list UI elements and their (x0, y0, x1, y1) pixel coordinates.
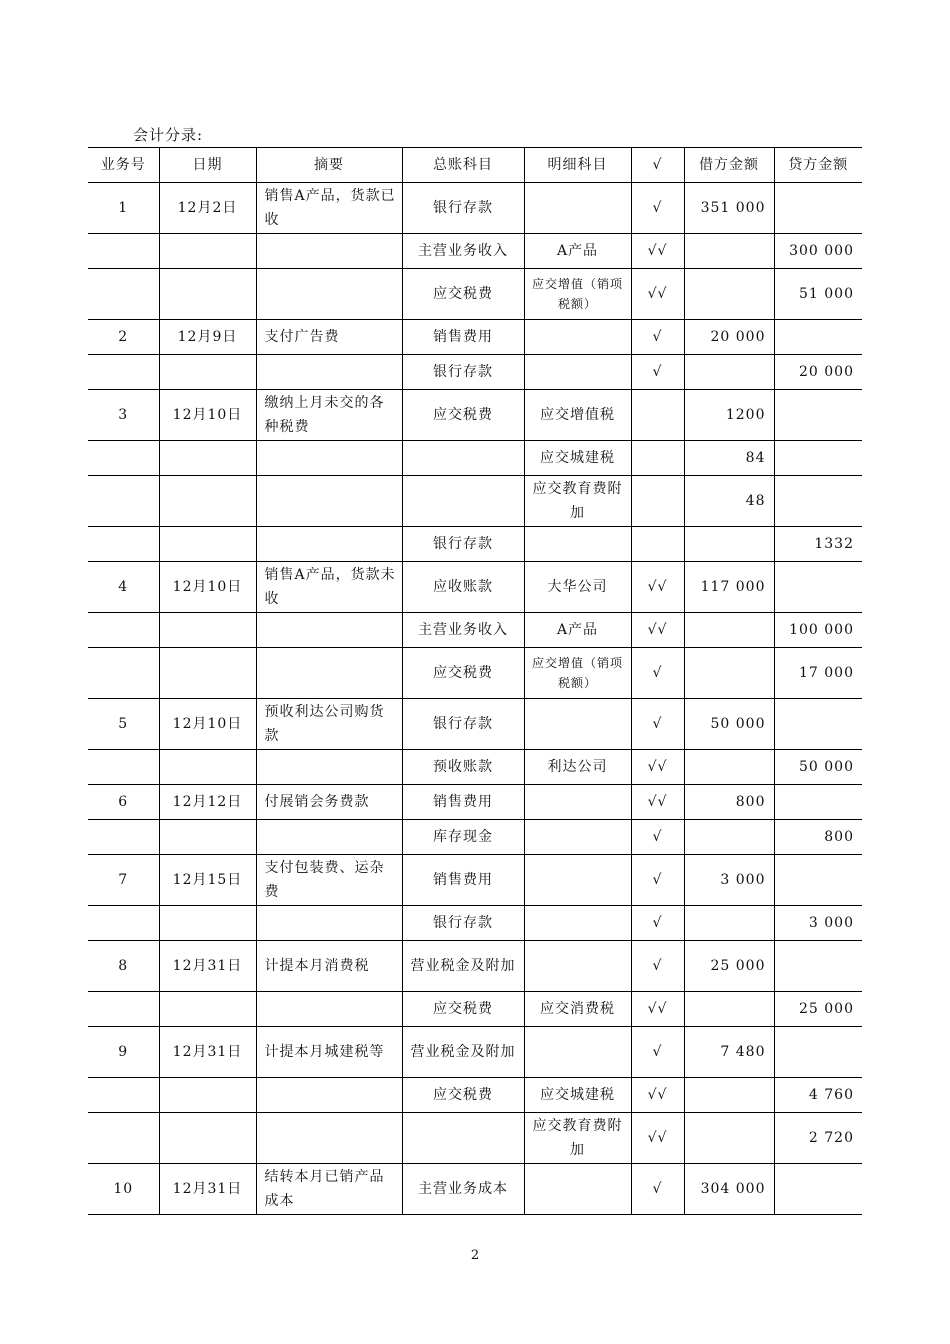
cell-subaccount (524, 941, 631, 992)
header-subaccount: 明细科目 (524, 148, 631, 183)
cell-summary (256, 1113, 402, 1164)
cell-no (88, 906, 159, 941)
cell-credit (774, 1027, 862, 1078)
page-number: 2 (470, 1248, 480, 1263)
cell-date (159, 527, 256, 562)
cell-subaccount: 应交教育费附加 (524, 1113, 631, 1164)
cell-summary (256, 820, 402, 855)
table-row (88, 855, 862, 906)
cell-date (159, 234, 256, 269)
cell-debit: 3 000 (684, 855, 774, 906)
cell-date (159, 992, 256, 1027)
cell-summary (256, 234, 402, 269)
table-row (88, 476, 862, 527)
cell-subaccount: 应交城建税 (524, 1078, 631, 1113)
cell-subaccount: A产品 (524, 613, 631, 648)
cell-summary (256, 527, 402, 562)
cell-debit (684, 820, 774, 855)
cell-subaccount (524, 183, 631, 234)
cell-debit (684, 613, 774, 648)
cell-account: 银行存款 (402, 527, 524, 562)
table-row (88, 820, 862, 855)
cell-debit: 1200 (684, 390, 774, 441)
cell-account (402, 441, 524, 476)
cell-no: 9 (88, 1027, 159, 1078)
table-row (88, 390, 862, 441)
table-row (88, 355, 862, 390)
table-row (88, 269, 862, 320)
cell-account: 营业税金及附加 (402, 1027, 524, 1078)
cell-date (159, 269, 256, 320)
cell-subaccount (524, 855, 631, 906)
cell-subaccount: 应交城建税 (524, 441, 631, 476)
cell-no: 7 (88, 855, 159, 906)
cell-account: 主营业务收入 (402, 234, 524, 269)
cell-credit (774, 699, 862, 750)
cell-debit (684, 234, 774, 269)
cell-date (159, 355, 256, 390)
cell-summary: 销售A产品，货款未收 (256, 562, 402, 613)
cell-credit: 1332 (774, 527, 862, 562)
cell-account: 应收账款 (402, 562, 524, 613)
cell-account: 销售费用 (402, 785, 524, 820)
cell-date: 12月2日 (159, 183, 256, 234)
cell-debit: 800 (684, 785, 774, 820)
table-row (88, 1113, 862, 1164)
table-row (88, 320, 862, 355)
cell-check (631, 390, 684, 441)
cell-date (159, 476, 256, 527)
cell-summary (256, 906, 402, 941)
cell-debit: 25 000 (684, 941, 774, 992)
cell-account: 应交税费 (402, 648, 524, 699)
cell-credit: 300 000 (774, 234, 862, 269)
cell-subaccount (524, 355, 631, 390)
cell-no: 6 (88, 785, 159, 820)
cell-no: 1 (88, 183, 159, 234)
cell-check: √√ (631, 234, 684, 269)
cell-debit: 20 000 (684, 320, 774, 355)
cell-subaccount: 应交教育费附加 (524, 476, 631, 527)
cell-no (88, 355, 159, 390)
cell-summary: 销售A产品，货款已收 (256, 183, 402, 234)
cell-credit (774, 476, 862, 527)
header-debit: 借方金额 (684, 148, 774, 183)
table-row (88, 527, 862, 562)
cell-no (88, 476, 159, 527)
cell-subaccount: 应交消费税 (524, 992, 631, 1027)
cell-debit (684, 355, 774, 390)
cell-check (631, 441, 684, 476)
cell-date (159, 648, 256, 699)
cell-no (88, 441, 159, 476)
table-row (88, 183, 862, 234)
cell-date: 12月15日 (159, 855, 256, 906)
cell-credit (774, 855, 862, 906)
cell-no (88, 648, 159, 699)
cell-debit (684, 1113, 774, 1164)
cell-check (631, 527, 684, 562)
cell-check: √ (631, 855, 684, 906)
cell-date (159, 441, 256, 476)
cell-subaccount (524, 699, 631, 750)
cell-summary (256, 648, 402, 699)
cell-debit (684, 906, 774, 941)
table-row (88, 699, 862, 750)
cell-debit: 304 000 (684, 1164, 774, 1215)
cell-account (402, 476, 524, 527)
cell-check (631, 476, 684, 527)
table-row (88, 1164, 862, 1215)
cell-account: 应交税费 (402, 992, 524, 1027)
table-row (88, 234, 862, 269)
table-row (88, 562, 862, 613)
cell-date (159, 1113, 256, 1164)
cell-account: 银行存款 (402, 183, 524, 234)
cell-credit (774, 183, 862, 234)
cell-date: 12月31日 (159, 1027, 256, 1078)
cell-check: √√ (631, 1113, 684, 1164)
cell-summary (256, 992, 402, 1027)
cell-account: 营业税金及附加 (402, 941, 524, 992)
cell-debit: 117 000 (684, 562, 774, 613)
cell-subaccount: 应交增值（销项税额） (524, 269, 631, 320)
cell-no (88, 1078, 159, 1113)
cell-subaccount (524, 1164, 631, 1215)
cell-credit: 4 760 (774, 1078, 862, 1113)
cell-debit (684, 992, 774, 1027)
cell-subaccount: 利达公司 (524, 750, 631, 785)
journal-entries-table (88, 147, 862, 1215)
cell-no: 2 (88, 320, 159, 355)
cell-debit: 351 000 (684, 183, 774, 234)
cell-check: √√ (631, 750, 684, 785)
cell-subaccount (524, 527, 631, 562)
table-row (88, 941, 862, 992)
cell-date (159, 820, 256, 855)
header-check: √ (631, 148, 684, 183)
cell-credit (774, 785, 862, 820)
cell-credit: 25 000 (774, 992, 862, 1027)
table-row (88, 613, 862, 648)
table-row (88, 992, 862, 1027)
cell-date: 12月12日 (159, 785, 256, 820)
cell-credit: 51 000 (774, 269, 862, 320)
cell-check: √√ (631, 269, 684, 320)
cell-no (88, 820, 159, 855)
cell-summary: 支付包装费、运杂费 (256, 855, 402, 906)
table-row (88, 906, 862, 941)
cell-credit: 2 720 (774, 1113, 862, 1164)
cell-account: 库存现金 (402, 820, 524, 855)
cell-subaccount: 应交增值（销项税额） (524, 648, 631, 699)
cell-credit: 17 000 (774, 648, 862, 699)
cell-no (88, 613, 159, 648)
cell-debit (684, 527, 774, 562)
cell-account: 银行存款 (402, 906, 524, 941)
table-row (88, 441, 862, 476)
cell-check: √ (631, 699, 684, 750)
cell-debit: 7 480 (684, 1027, 774, 1078)
cell-subaccount (524, 1027, 631, 1078)
cell-account: 应交税费 (402, 269, 524, 320)
cell-summary (256, 355, 402, 390)
cell-debit (684, 648, 774, 699)
cell-debit: 84 (684, 441, 774, 476)
cell-account: 销售费用 (402, 855, 524, 906)
cell-date: 12月10日 (159, 699, 256, 750)
cell-date (159, 750, 256, 785)
header-account: 总账科目 (402, 148, 524, 183)
cell-summary: 缴纳上月未交的各种税费 (256, 390, 402, 441)
cell-no (88, 992, 159, 1027)
cell-subaccount (524, 785, 631, 820)
cell-credit: 20 000 (774, 355, 862, 390)
cell-summary (256, 1078, 402, 1113)
header-date: 日期 (159, 148, 256, 183)
table-row (88, 785, 862, 820)
cell-credit (774, 941, 862, 992)
cell-no (88, 234, 159, 269)
cell-date (159, 1078, 256, 1113)
cell-no: 10 (88, 1164, 159, 1215)
cell-debit: 50 000 (684, 699, 774, 750)
cell-account: 主营业务收入 (402, 613, 524, 648)
cell-account: 应交税费 (402, 390, 524, 441)
cell-no: 5 (88, 699, 159, 750)
cell-summary (256, 441, 402, 476)
header-credit: 贷方金额 (774, 148, 862, 183)
cell-account: 银行存款 (402, 355, 524, 390)
cell-summary: 计提本月城建税等 (256, 1027, 402, 1078)
cell-summary (256, 476, 402, 527)
table-row (88, 1027, 862, 1078)
cell-no (88, 269, 159, 320)
cell-date: 12月31日 (159, 1164, 256, 1215)
cell-summary: 付展销会务费款 (256, 785, 402, 820)
cell-check: √√ (631, 562, 684, 613)
cell-debit (684, 269, 774, 320)
cell-date: 12月31日 (159, 941, 256, 992)
cell-account: 销售费用 (402, 320, 524, 355)
cell-subaccount: 大华公司 (524, 562, 631, 613)
cell-no: 8 (88, 941, 159, 992)
cell-account (402, 1113, 524, 1164)
cell-date: 12月10日 (159, 390, 256, 441)
cell-credit: 50 000 (774, 750, 862, 785)
cell-no (88, 750, 159, 785)
cell-subaccount (524, 820, 631, 855)
table-row (88, 1078, 862, 1113)
cell-account: 预收账款 (402, 750, 524, 785)
cell-check: √ (631, 320, 684, 355)
cell-check: √ (631, 648, 684, 699)
cell-subaccount: A产品 (524, 234, 631, 269)
cell-no (88, 527, 159, 562)
caption: 会计分录: (133, 126, 204, 144)
cell-summary: 结转本月已销产品成本 (256, 1164, 402, 1215)
cell-subaccount: 应交增值税 (524, 390, 631, 441)
cell-check: √ (631, 183, 684, 234)
cell-account: 主营业务成本 (402, 1164, 524, 1215)
table-row (88, 648, 862, 699)
table-row (88, 750, 862, 785)
cell-check: √√ (631, 992, 684, 1027)
cell-credit (774, 1164, 862, 1215)
cell-check: √√ (631, 1078, 684, 1113)
cell-date (159, 613, 256, 648)
cell-summary (256, 750, 402, 785)
cell-debit: 48 (684, 476, 774, 527)
cell-debit (684, 750, 774, 785)
cell-date (159, 906, 256, 941)
header-summary: 摘要 (256, 148, 402, 183)
cell-no: 4 (88, 562, 159, 613)
cell-summary (256, 613, 402, 648)
cell-check: √ (631, 355, 684, 390)
cell-account: 银行存款 (402, 699, 524, 750)
header-row (88, 148, 862, 183)
cell-credit (774, 390, 862, 441)
cell-no: 3 (88, 390, 159, 441)
cell-check: √ (631, 1164, 684, 1215)
header-no: 业务号 (88, 148, 159, 183)
cell-summary: 支付广告费 (256, 320, 402, 355)
cell-credit: 3 000 (774, 906, 862, 941)
cell-no (88, 1113, 159, 1164)
cell-date: 12月9日 (159, 320, 256, 355)
cell-credit: 100 000 (774, 613, 862, 648)
cell-check: √ (631, 906, 684, 941)
cell-summary: 计提本月消费税 (256, 941, 402, 992)
cell-subaccount (524, 320, 631, 355)
cell-check: √√ (631, 785, 684, 820)
cell-check: √ (631, 820, 684, 855)
cell-check: √ (631, 1027, 684, 1078)
cell-check: √√ (631, 613, 684, 648)
cell-credit (774, 320, 862, 355)
cell-summary (256, 269, 402, 320)
cell-date: 12月10日 (159, 562, 256, 613)
cell-check: √ (631, 941, 684, 992)
cell-account: 应交税费 (402, 1078, 524, 1113)
cell-summary: 预收利达公司购货款 (256, 699, 402, 750)
cell-credit (774, 441, 862, 476)
cell-debit (684, 1078, 774, 1113)
cell-subaccount (524, 906, 631, 941)
cell-credit (774, 562, 862, 613)
cell-credit: 800 (774, 820, 862, 855)
